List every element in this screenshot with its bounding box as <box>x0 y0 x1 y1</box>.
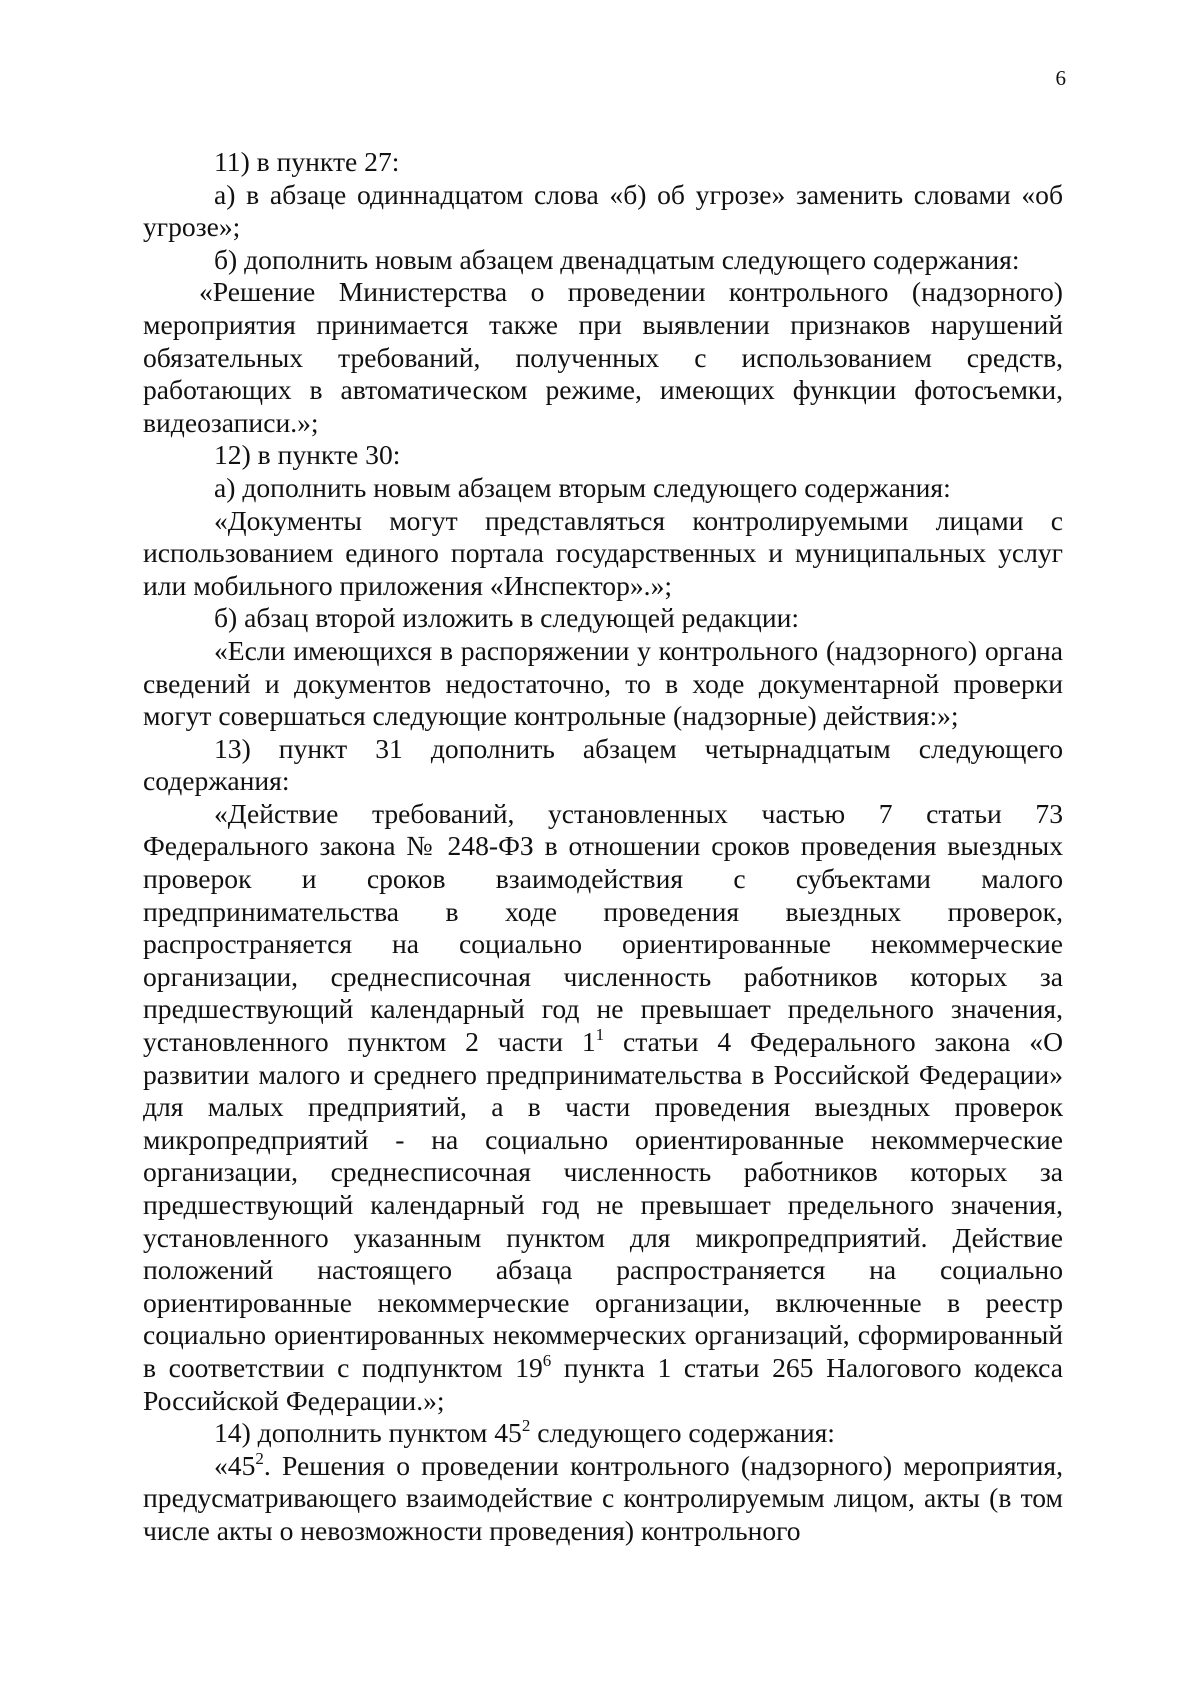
text-fragment: следующего содержания: <box>530 1417 835 1449</box>
text-fragment: . Решения о проведении контрольного (надзорного) мероприятия, предусматривающего взаимодействие с контролируемым лицом, акты (в том числе акты о невозможности проведения) контрольного <box>143 1449 1063 1546</box>
superscript: 1 <box>595 1024 605 1044</box>
paragraph-item-13: 13) пункт 31 дополнить абзацем четырнадцатым следующего содержания: <box>143 732 1063 797</box>
paragraph-sub-b-2: б) абзац второй изложить в следующей редакции: <box>214 602 800 634</box>
text-fragment: «Действие требований, установленных частью 7 статьи 73 Федерального закона № 248-ФЗ в отношении сроков проведения выездных проверок и сроков взаимодействия с субъектами малого предпринимательства в ходе проведения выездных проверок, распространяется на социально ориентированные некоммерческие организации, среднесписочная численность работников которых за предшествующий календарный год не превышает предельного значения, установленного пунктом 2 части 1 <box>143 797 1063 1058</box>
superscript: 2 <box>255 1448 264 1468</box>
paragraph-item-11: 11) в пункте 27: <box>214 146 400 177</box>
text-fragment: статьи 4 Федерального закона «О развитии малого и среднего предпринимательства в Российской Федерации» для малых предприятий, а в части проведения выездных проверок микропредприятий - на социально ориентированные некоммерческие организации, среднесписочная численность работников которых за предшествующий календарный год не превышает предельного значения, установленного указанным пунктом для микропредприятий. Действие положений настоящего абзаца распространяется на социально ориентированные некоммерческие организации, включенные в реестр социально ориентированных некоммерческих организаций, сформированный в соответствии с подпунктом 19 <box>143 1026 1063 1383</box>
document-body <box>143 146 1063 1548</box>
paragraph-item-14 <box>143 1417 1063 1450</box>
text-fragment: пункта 1 статьи 265 Налогового кодекса Российской Федерации.»; <box>143 1351 1063 1416</box>
quoted-paragraph-documents: «Документы могут представляться контролируемыми лицами с использованием единого портала государственных и муниципальных услуг или мобильного приложения «Инспектор».»; <box>143 504 1063 601</box>
quoted-paragraph-if: «Если имеющихся в распоряжении у контрольного (надзорного) органа сведений и документов недостаточно, то в ходе документарной проверки могут совершаться следующие контрольные (надзорные) действия:»; <box>143 634 1063 732</box>
quoted-paragraph-decision: «Решение Министерства о проведении контрольного (надзорного) мероприятия принимается также при выявлении признаков нарушений обязательных требований, полученных с использованием средств, работающих в автоматическом режиме, имеющих функции фотосъемки, видеозаписи.»; <box>143 276 1063 438</box>
text-fragment: «45 <box>214 1449 256 1481</box>
paragraph-sub-a: а) в абзаце одиннадцатом слова «б) об угрозе» заменить словами «об угрозе»; <box>143 178 1063 243</box>
paragraph-item-12: 12) в пункте 30: <box>214 439 401 471</box>
page-number: 6 <box>1055 66 1066 90</box>
superscript: 6 <box>542 1350 552 1370</box>
quoted-paragraph-45-2 <box>143 1450 1063 1548</box>
text-fragment: 14) дополнить пунктом 45 <box>214 1417 522 1449</box>
paragraph-sub-a-2: а) дополнить новым абзацем вторым следующего содержания: <box>214 471 951 503</box>
paragraph-sub-b: б) дополнить новым абзацем двенадцатым следующего содержания: <box>214 243 1020 275</box>
quoted-paragraph-requirements <box>143 798 1063 1417</box>
superscript: 2 <box>521 1415 531 1435</box>
